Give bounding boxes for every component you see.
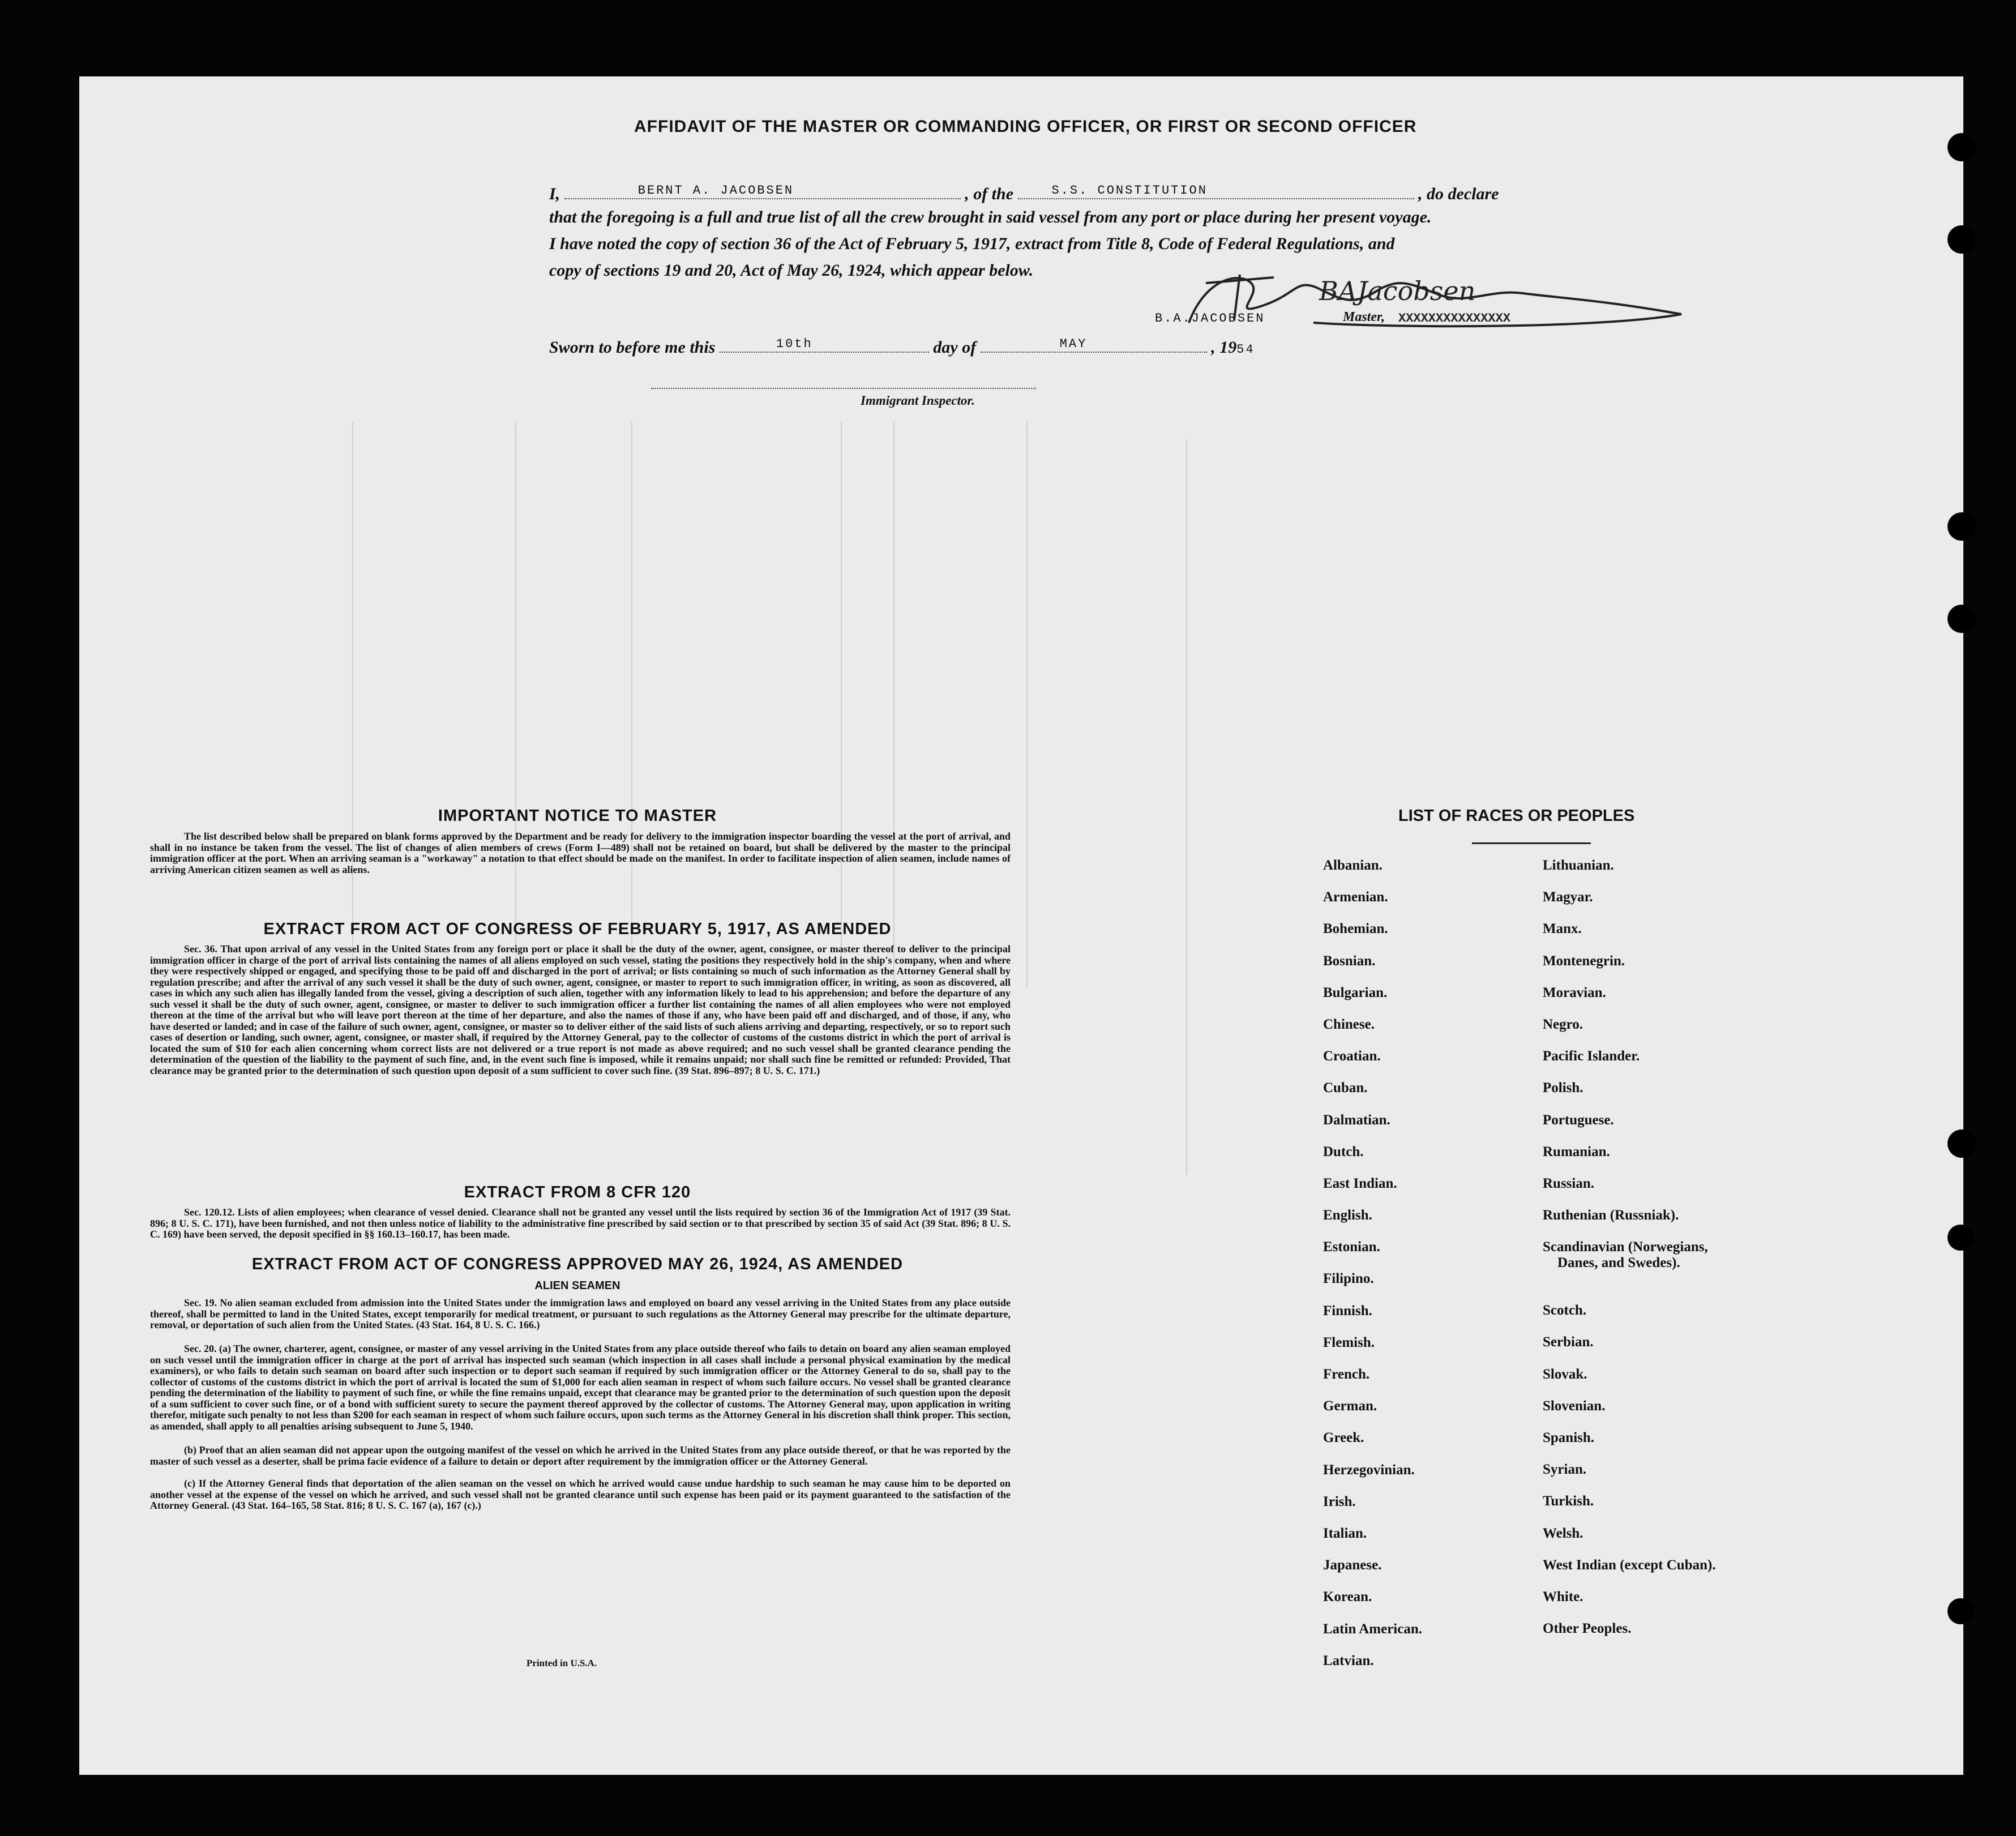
punch-hole (1947, 225, 1976, 254)
sec20a-body: Sec. 20. (a) The owner, charterer, agent, consignee, or master of any vessel arriving in the United States from any place outside thereof who fails to detain on board any alien seaman employed on such vessel until the immigration officer in charge at the port of arrival has inspected such seaman (which inspection in all cases shall include a personal physical examination by the medical examiners), or who fails to detain such seaman on board after such inspection or to deport such seaman if required by such immigration officer or the Attorney General to do so, shall pay to the collector of customs of the customs district in which the port of arrival is located the sum of $1,000 for each alien seaman in respect of whom such failure occurs. No vessel shall be granted clearance pending the determination of the liability to payment of such fine, or while the fine remains unpaid, except that clearance may be granted prior to the determination of such question upon the deposit of a sum sufficient to cover such fine, or of a bond with sufficient surety to secure the payment thereof approved by the collector of customs. The Attorney General may, upon application in writing therefor, mitigate such penalty to not less than $200 for each seaman in respect of whom such failure occurs, upon such terms as the Attorney General in his discretion shall think proper. This section, as amended, shall apply to all penalties arising subsequent to June 5, 1940. (150, 1343, 1011, 1432)
race-item: Portuguese. (1543, 1112, 1614, 1128)
sworn-line (549, 336, 1255, 357)
inspector-signature-line (651, 388, 1036, 389)
sec20b-body: (b) Proof that an alien seaman did not appear upon the outgoing manifest of the vessel on which he arrived in the United States from any place outside thereof, or that he was reported by the master of such vessel as a deserter, shall be prima facie evidence of a failure to detain or deport after requirement by the immigration officer or the Attorney General. (150, 1444, 1011, 1467)
race-item: Japanese. (1323, 1557, 1382, 1573)
race-item: Chinese. (1323, 1016, 1375, 1032)
form-sheet (79, 76, 1963, 1775)
punch-hole (1947, 133, 1976, 161)
race-item: Dutch. (1323, 1144, 1364, 1159)
of-the-label: , of the (965, 185, 1014, 203)
sworn-label: Sworn to before me this (549, 338, 716, 357)
punch-hole (1947, 1225, 1974, 1251)
year-prefix: , 19 (1211, 338, 1237, 357)
race-item: Bulgarian. (1323, 985, 1388, 1000)
race-item: Other Peoples. (1543, 1621, 1632, 1637)
race-item: Latin American. (1323, 1621, 1422, 1637)
race-item: Rumanian. (1543, 1144, 1610, 1159)
races-right-column (1543, 858, 1716, 1653)
punch-hole (1947, 512, 1976, 541)
race-item: Korean. (1323, 1589, 1372, 1605)
inspector-label: Immigrant Inspector. (861, 393, 975, 408)
bleed-line (893, 422, 894, 988)
race-item: Irish. (1323, 1493, 1356, 1509)
race-item: Armenian. (1323, 889, 1388, 905)
bleed-line (1186, 439, 1187, 1175)
race-item: Dalmatian. (1323, 1112, 1390, 1128)
race-item: Croatian. (1323, 1048, 1381, 1064)
race-item: Lithuanian. (1543, 858, 1614, 873)
do-declare-label: , do declare (1418, 185, 1499, 203)
sworn-month: MAY (1059, 337, 1088, 351)
race-item: Bosnian. (1323, 953, 1376, 969)
race-item: Greek. (1323, 1430, 1364, 1446)
bleed-line (841, 422, 842, 988)
race-item: Turkish. (1543, 1493, 1594, 1509)
name-value: BERNT A. JACOBSEN (637, 183, 794, 198)
race-item: Scandinavian (Norwegians, (1543, 1239, 1708, 1255)
extract-1917-body: Sec. 36. That upon arrival of any vessel in the United States from any foreign port or place it shall be the duty of the owner, agent, consignee, or master thereof to deliver to the principal immigration officer in charge of the port of arrival lists containing the names of all aliens employed on such vessel, stating the positions they respectively hold in the ship's company, when and where they were respectively shipped or engaged, and specifying those to be paid off and discharged in the port of arrival; or lists containing so much of such information as the Attorney General shall by regulation prescribe; and after the arrival of any such vessel it shall be the duty of such owner, agent, consignee, or master to report to such immigration officer, in writing, as soon as discovered, all cases in which any such alien has illegally landed from the vessel, giving a description of such alien, together with any information likely to lead to his apprehension; and before the departure of any such vessel it shall be the duty of such owner, agent, consignee, or master to deliver to such immigration officer a further list containing the names of all alien employees who were not employed thereon at the time of the arrival but who will leave port thereon at the time of her departure, and also the names of those if any, who have been paid off and discharged, and of those, if any, who have deserted or landed; and in case of the failure of such owner, agent, consignee, or master so to deliver either of the said lists of such aliens arriving and departing, respectively, or so to report such cases of desertion or landing, such owner, agent, consignee, or master shall, if required by the Attorney General, pay to the collector of customs of the customs district in which the port of arrival is located the sum of $10 for each alien concerning whom correct lists are not delivered or a true report is not made as above required; and no such vessel shall be granted clearance pending the determination of the question of the liability to the payment of such fine, and, in the event such fine is imposed, while it remains unpaid; nor shall such fine be remitted or refunded: Provided, That clearance may be granted prior to the determination of such question upon deposit of a sum sufficient to cover such fine. (39 Stat. 896–897; 8 U. S. C. 171.) (150, 943, 1011, 1076)
races-title: LIST OF RACES OR PEOPLES (1398, 807, 1635, 825)
extract-1917-title: EXTRACT FROM ACT OF CONGRESS OF FEBRUARY 5, 1917, AS AMENDED (263, 920, 892, 938)
affidavit-title: AFFIDAVIT OF THE MASTER OR COMMANDING OFFICER, OR FIRST OR SECOND OFFICER (634, 117, 1417, 136)
extract-1924-title: EXTRACT FROM ACT OF CONGRESS APPROVED MAY 26, 1924, AS AMENDED (251, 1255, 904, 1273)
race-item: Filipino. (1323, 1271, 1374, 1287)
race-item: Welsh. (1543, 1525, 1583, 1541)
race-item: Manx. (1543, 921, 1582, 937)
race-item: East Indian. (1323, 1175, 1397, 1191)
race-item: Pacific Islander. (1543, 1048, 1640, 1064)
sworn-day: 10th (776, 337, 813, 351)
race-item: Estonian. (1323, 1239, 1380, 1255)
race-item: Moravian. (1543, 985, 1606, 1000)
month-field (981, 336, 1207, 353)
race-item: Bohemian. (1323, 921, 1388, 937)
signature-text: BAJacobsen (1319, 276, 1476, 306)
vessel-value: S.S. CONSTITUTION (1051, 183, 1208, 198)
race-item: Serbian. (1543, 1334, 1594, 1350)
race-item: Flemish. (1323, 1334, 1375, 1350)
race-item: Slovenian. (1543, 1398, 1606, 1414)
struck-title: XXXXXXXXXXXXXXX (1398, 311, 1511, 326)
vessel-field (1018, 181, 1414, 199)
notice-title: IMPORTANT NOTICE TO MASTER (438, 807, 717, 825)
race-item: Herzegovinian. (1323, 1462, 1415, 1478)
day-field (720, 336, 929, 353)
sec19-body: Sec. 19. No alien seaman excluded from admission into the United States under the immigration laws and employed on board any vessel arriving in the United States from any place outside thereof, shall be permitted to land in the United States, except temporarily for medical treatment, or pursuant to such regulations as the Attorney General may prescribe for the ultimate departure, removal, or deportation of such alien from the United States. (43 Stat. 164, 8 U. S. C. 166.) (150, 1297, 1011, 1330)
printed-note: Printed in U.S.A. (527, 1658, 597, 1668)
bleed-line (352, 422, 353, 988)
race-item: West Indian (except Cuban). (1543, 1557, 1716, 1573)
races-title-rule (1472, 842, 1591, 844)
race-item: White. (1543, 1589, 1583, 1604)
race-item: Magyar. (1543, 889, 1593, 905)
races-left-column (1323, 858, 1422, 1685)
affidavit-line-1 (549, 181, 1642, 204)
race-item: Syrian. (1543, 1462, 1587, 1478)
sec20c-body: (c) If the Attorney General finds that deportation of the alien seaman on the vessel on which he arrived would cause undue hardship to such seaman he may cause him to be deported on another vessel at the expense of the vessel on which he arrived, and such vessel shall not be granted clearance until such expense has been paid or its payment guaranteed to the satisfaction of the Attorney General. (43 Stat. 164–165, 58 Stat. 816; 8 U. S. C. 167 (a), 167 (c).) (150, 1478, 1011, 1511)
bleed-line (631, 422, 632, 988)
day-of-label: day of (933, 338, 977, 357)
race-item: Spanish. (1543, 1430, 1595, 1445)
race-item: Latvian. (1323, 1653, 1374, 1668)
race-item: German. (1323, 1398, 1377, 1414)
signer-typed-name: B.A.JACOBSEN (1155, 311, 1265, 326)
pronoun: I, (549, 185, 560, 203)
race-item: French. (1323, 1367, 1370, 1382)
cfr-body: Sec. 120.12. Lists of alien employees; when clearance of vessel denied. Clearance shall not be granted any vessel until the lists required by section 36 of the Immigration Act of 1917 (39 Stat. 896; 8 U. S. C. 171), have been furnished, and not then unless notice of liability to the administrative fine prescribed by said section or to that prescribed by section 35 of said Act (39 Stat. 896; 8 U. S. C. 169) have been served, the deposit specified in §§ 160.13–160.17, has been made. (150, 1206, 1011, 1240)
affidavit-line-2: that the foregoing is a full and true list of all the crew brought in said vessel from any port or place during her present voyage. (549, 208, 1432, 226)
sworn-year: 54 (1236, 343, 1255, 357)
race-item: Scotch. (1543, 1303, 1587, 1319)
bleed-line (1026, 422, 1028, 988)
name-field (564, 181, 961, 199)
punch-hole (1947, 1129, 1976, 1158)
affidavit-line-4: copy of sections 19 and 20, Act of May 26, 1924, which appear below. (549, 261, 1034, 280)
punch-hole (1947, 1598, 1974, 1624)
race-item: Danes, and Swedes). (1557, 1255, 1680, 1271)
race-item: Montenegrin. (1543, 953, 1625, 969)
master-label: Master, (1343, 310, 1385, 324)
race-item: Negro. (1543, 1016, 1583, 1032)
alien-seamen-subtitle: ALIEN SEAMEN (534, 1279, 620, 1292)
punch-hole (1947, 605, 1976, 633)
notice-body: The list described below shall be prepared on blank forms approved by the Department and be ready for delivery to the immigration inspector boarding the vessel at the port of arrival, and shall in no instance be taken from the vessel. The list of changes of alien members of crews (Form I—489) shall not be retained on board, but shall be delivered by the master to the principal immigration officer at the port. When an arriving seaman is a "workaway" a notation to that effect should be made on the manifest. In order to facilitate inspection of alien seamen, include names of arriving American citizen seamen as well as aliens. (150, 831, 1011, 875)
bleed-line (515, 422, 516, 988)
race-item: Slovak. (1543, 1366, 1587, 1382)
race-item: Polish. (1543, 1080, 1583, 1096)
cfr-title: EXTRACT FROM 8 CFR 120 (464, 1183, 691, 1201)
race-item: English. (1323, 1208, 1372, 1223)
race-item: Albanian. (1323, 858, 1382, 873)
race-item: Russian. (1543, 1175, 1595, 1191)
race-item: Cuban. (1323, 1080, 1368, 1096)
race-item: Ruthenian (Russniak). (1543, 1208, 1679, 1223)
race-item: Finnish. (1323, 1303, 1372, 1319)
race-item: Italian. (1323, 1525, 1367, 1541)
affidavit-line-3: I have noted the copy of section 36 of the Act of February 5, 1917, extract from Title 8, Code of Federal Regulations, and (549, 234, 1395, 253)
